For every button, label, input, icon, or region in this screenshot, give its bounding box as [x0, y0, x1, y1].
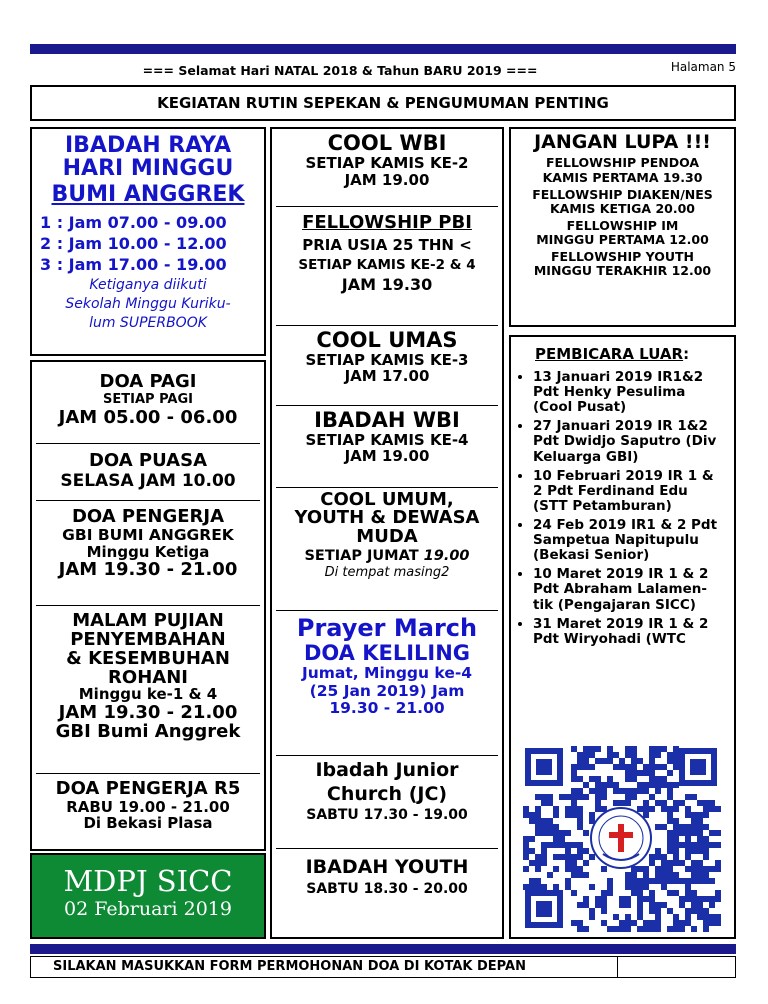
ibadah-wbi-day: SETIAP KAMIS KE-4	[305, 430, 469, 449]
footer-box	[30, 956, 736, 978]
prayer-march-l1: Prayer March	[296, 614, 478, 642]
doa-pengerja-sub: GBI BUMI ANGGREK	[62, 525, 234, 544]
cool-umum-l1: COOL UMUM,	[320, 489, 454, 510]
doa-pengerja-time: JAM 19.30 - 21.00	[58, 559, 238, 581]
malam-pujian-day: Minggu ke-1 & 4	[78, 685, 218, 704]
cool-umas-time: JAM 17.00	[344, 366, 430, 385]
ibadah-youth-title: IBADAH YOUTH	[305, 856, 469, 878]
cool-umas-title: COOL UMAS	[316, 328, 458, 352]
fellowship-pbi-day: SETIAP KAMIS KE-2 & 4	[298, 256, 476, 273]
qr-code[interactable]	[521, 744, 721, 932]
malam-pujian-l3: & KESEMBUHAN	[66, 648, 230, 670]
ibadah-note-2: Sekolah Minggu Kuriku-	[65, 296, 231, 313]
prayer-march-l2: DOA KELILING	[303, 640, 471, 665]
malam-pujian-l1: MALAM PUJIAN	[72, 610, 224, 631]
footer-text: SILAKAN MASUKKAN FORM PERMOHONAN DOA DI KOTAK DEPAN	[53, 959, 526, 974]
mdpj-title: MDPJ SICC	[63, 864, 233, 898]
cool-wbi-day: SETIAP KAMIS KE-2	[305, 154, 469, 173]
cool-wbi-title: COOL WBI	[327, 131, 447, 155]
ibadah-time-3: 3 : Jam 17.00 - 19.00	[40, 255, 227, 275]
cool-umum-day: SETIAP JUMAT	[304, 548, 419, 565]
page-title-text: KEGIATAN RUTIN SEPEKAN & PENGUMUMAN PENTING	[157, 94, 609, 112]
mdpj-banner	[30, 853, 266, 939]
ibadah-raya-box	[30, 127, 266, 356]
ibadah-raya-location: BUMI ANGGREK	[51, 182, 245, 208]
jangan-lupa-title: JANGAN LUPA !!!	[534, 131, 711, 153]
prayer-march-l4: (25 Jan 2019) Jam	[309, 681, 465, 700]
list-item: • 31 Maret 2019 IR 1 & 2 Pdt Wiryohadi (WTC	[533, 617, 726, 647]
ibadah-junior-l2: Church (JC)	[326, 782, 448, 805]
doa-puasa-time: SELASA JAM 10.00	[60, 471, 236, 491]
cool-wbi-time: JAM 19.00	[344, 170, 430, 189]
prayer-march-l3: Jumat, Minggu ke-4	[301, 664, 473, 683]
jangan-lupa-item: MINGGU TERAKHIR 12.00	[533, 263, 712, 279]
bottom-bar	[30, 944, 736, 954]
prayer-march-l5: 19.30 - 21.00	[329, 699, 445, 718]
page-number: Halaman 5	[670, 60, 736, 74]
list-item: • 24 Feb 2019 IR1 & 2 Pdt Sampetua Napitupulu (Bekasi Senior)	[533, 518, 726, 563]
qr-code-image	[521, 744, 721, 932]
mdpj-date: 02 Februari 2019	[64, 897, 232, 920]
malam-pujian-time: JAM 19.30 - 21.00	[58, 702, 238, 724]
left-schedule-box	[30, 360, 266, 851]
ibadah-time-2: 2 : Jam 10.00 - 12.00	[40, 234, 227, 254]
doa-pengerja-title: DOA PENGERJA	[71, 506, 225, 527]
malam-pujian-l2: PENYEMBAHAN	[70, 629, 226, 651]
greeting-line: === Selamat Hari NATAL 2018 & Tahun BARU 2019 ===	[142, 63, 538, 78]
pembicara-title: PEMBICARA LUAR	[535, 345, 684, 363]
middle-column	[270, 127, 504, 939]
ibadah-youth-time: SABTU 18.30 - 20.00	[306, 880, 468, 897]
doa-r5-time: RABU 19.00 - 21.00	[66, 797, 230, 816]
malam-pujian-place: GBI Bumi Anggrek	[55, 721, 241, 743]
jangan-lupa-item: KAMIS PERTAMA 19.30	[542, 169, 703, 185]
list-item: • 27 Januari 2019 IR 1&2 Pdt Dwidjo Saputro (Div Keluarga GBI)	[533, 419, 726, 464]
ibadah-wbi-title: IBADAH WBI	[314, 408, 460, 432]
ibadah-raya-line2: HARI MINGGU	[62, 156, 234, 182]
doa-r5-place: Di Bekasi Plasa	[83, 814, 213, 833]
list-item: • 13 Januari 2019 IR1&2 Pdt Henky Pesulima (Cool Pusat)	[533, 370, 726, 415]
fellowship-pbi-title: FELLOWSHIP PBI	[302, 212, 472, 233]
page-title	[30, 85, 736, 121]
malam-pujian-l4: ROHANI	[108, 667, 188, 689]
ibadah-note-1: Ketiganya diikuti	[89, 277, 207, 294]
list-item: • 10 Februari 2019 IR 1 & 2 Pdt Ferdinand Edu (STT Petamburan)	[533, 469, 726, 514]
jangan-lupa-box	[509, 127, 736, 327]
jangan-lupa-item: FELLOWSHIP PENDOA	[545, 155, 700, 171]
jangan-lupa-item: FELLOWSHIP YOUTH	[551, 249, 694, 265]
ibadah-junior-time: SABTU 17.30 - 19.00	[306, 806, 468, 823]
jangan-lupa-item: KAMIS KETIGA 20.00	[549, 200, 696, 216]
ibadah-junior-l1: Ibadah Junior	[315, 759, 459, 781]
fellowship-pbi-sub: PRIA USIA 25 THN <	[302, 236, 472, 255]
fellowship-pbi-time: JAM 19.30	[341, 274, 433, 294]
cool-umum-time: 19.00	[423, 548, 470, 565]
cool-umum-l3: MUDA	[356, 525, 418, 547]
cool-umum-place: Di tempat masing2	[324, 564, 450, 580]
doa-pengerja-day: Minggu Ketiga	[86, 542, 210, 561]
ibadah-time-1: 1 : Jam 07.00 - 09.00	[40, 213, 227, 233]
jangan-lupa-item: FELLOWSHIP IM	[566, 217, 679, 233]
ibadah-wbi-time: JAM 19.00	[344, 446, 430, 465]
doa-r5-title: DOA PENGERJA R5	[55, 778, 241, 799]
pembicara-colon: :	[683, 345, 690, 363]
cool-umas-day: SETIAP KAMIS KE-3	[305, 350, 469, 369]
jangan-lupa-item: MINGGU PERTAMA 12.00	[536, 232, 709, 248]
doa-pagi-title: DOA PAGI	[99, 371, 197, 392]
ibadah-raya-line1: IBADAH RAYA	[64, 133, 232, 158]
jangan-lupa-item: FELLOWSHIP DIAKEN/NES	[532, 186, 713, 202]
ibadah-note-3: lum SUPERBOOK	[89, 315, 207, 332]
list-item: • 10 Maret 2019 IR 1 & 2 Pdt Abraham Lalamen-tik (Pengajaran SICC)	[533, 567, 726, 612]
top-bar	[30, 44, 736, 54]
doa-pagi-time: JAM 05.00 - 06.00	[58, 407, 238, 428]
doa-puasa-title: DOA PUASA	[88, 450, 208, 471]
cool-umum-l2: YOUTH & DEWASA	[294, 507, 480, 529]
doa-pagi-sub: SETIAP PAGI	[103, 392, 193, 407]
